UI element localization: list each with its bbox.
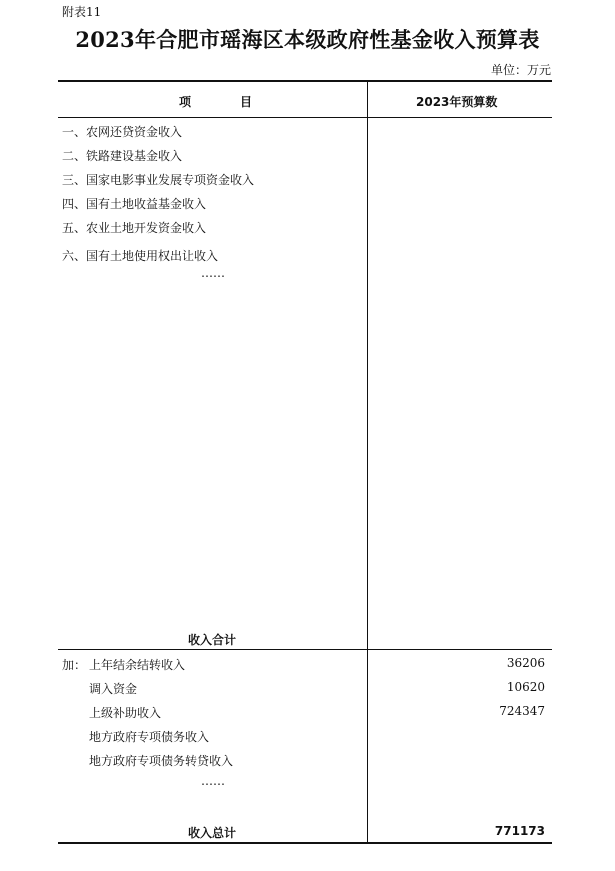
- unit-label: 单位：万元: [490, 63, 551, 77]
- list-item: 一、农网还贷资金收入: [62, 125, 183, 139]
- subtotal-label: 收入合计: [188, 633, 237, 647]
- table-row-value: 10620: [506, 680, 545, 694]
- page-title: 2023年合肥市瑶海区本级政府性基金收入预算表: [75, 27, 540, 52]
- add-prefix: 加：: [62, 658, 87, 672]
- list-item: 六、国有土地使用权出让收入: [62, 249, 219, 263]
- ellipsis: ……: [201, 774, 225, 788]
- list-item: 三、国家电影事业发展专项资金收入: [62, 173, 255, 187]
- header-bottom-rule: [58, 117, 552, 118]
- header-item-part1: 项: [179, 95, 192, 109]
- column-divider: [367, 80, 368, 844]
- table-row-value: 724347: [499, 704, 545, 718]
- annex-label: 附表11: [62, 5, 102, 19]
- list-item: 四、国有土地收益基金收入: [62, 197, 207, 211]
- table-row-value: 36206: [506, 656, 545, 670]
- table-row-label: 上年结余结转收入: [89, 658, 186, 672]
- ellipsis: ……: [201, 266, 225, 280]
- table-top-rule: [58, 80, 552, 82]
- table-bottom-rule: [58, 842, 552, 844]
- table-row-label: 地方政府专项债务收入: [89, 730, 210, 744]
- header-item-part2: 目: [240, 95, 253, 109]
- total-value: 771173: [494, 824, 545, 838]
- subtotal-rule: [58, 649, 552, 650]
- table-row-label: 上级补助收入: [89, 706, 162, 720]
- table-row-label: 地方政府专项债务转贷收入: [89, 754, 234, 768]
- list-item: 二、铁路建设基金收入: [62, 149, 183, 163]
- list-item: 五、农业土地开发资金收入: [62, 221, 207, 235]
- header-value-column: 2023年预算数: [416, 95, 498, 109]
- total-label: 收入总计: [188, 826, 237, 840]
- table-row-label: 调入资金: [89, 682, 138, 696]
